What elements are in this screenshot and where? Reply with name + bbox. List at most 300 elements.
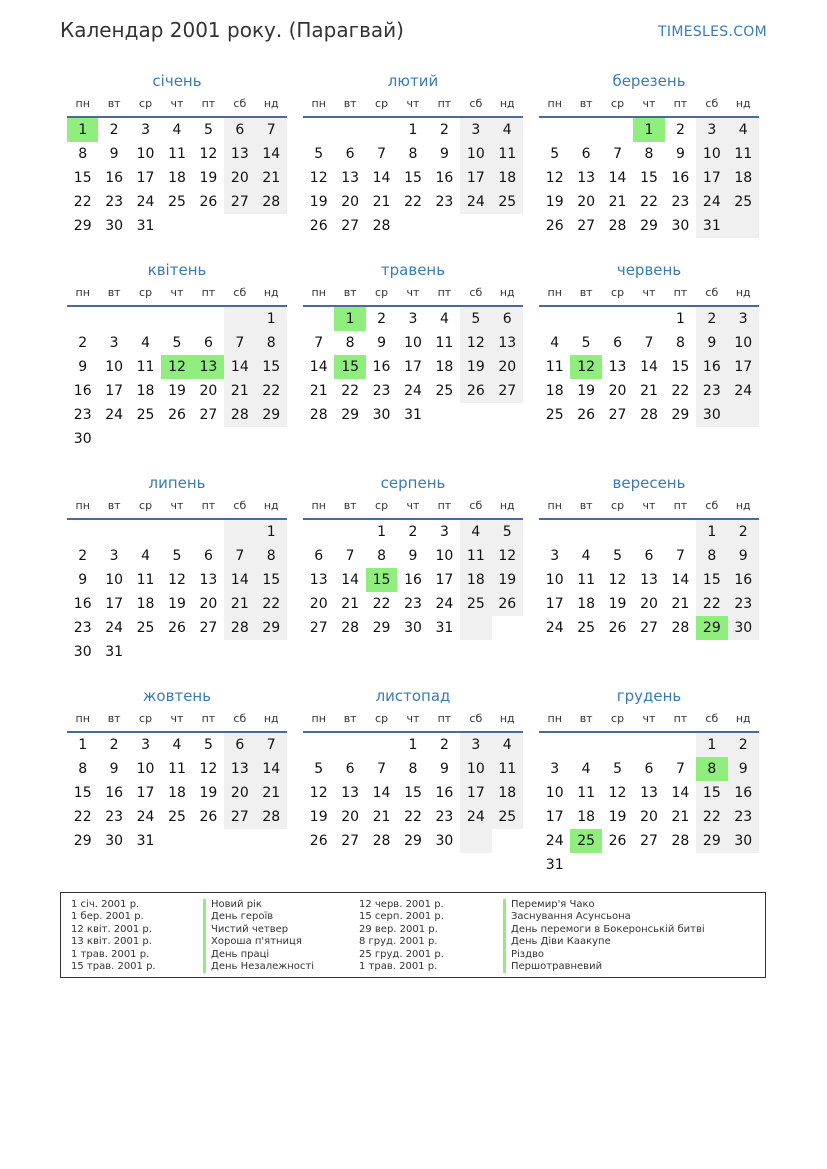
day-cell: 2	[696, 307, 727, 331]
day-cell: 30	[372, 407, 391, 423]
weekday-label: нд	[735, 97, 751, 110]
day-cell: 13	[199, 572, 218, 588]
empty-cell	[161, 640, 192, 664]
day-cell: 26	[492, 592, 523, 616]
legend-holiday-date: 15 серп. 2001 р.	[359, 911, 444, 923]
day-cell: 16	[435, 785, 454, 801]
day-cell: 12	[161, 355, 192, 379]
month-name: квітень	[147, 261, 207, 279]
weekday-label: нд	[499, 286, 515, 299]
day-cell: 10	[105, 572, 124, 588]
week-row	[67, 166, 287, 190]
weekday-label: вт	[343, 97, 357, 110]
week-row	[303, 592, 523, 616]
day-cell: 2	[78, 548, 88, 564]
week-row	[539, 403, 759, 427]
day-cell: 5	[314, 761, 324, 777]
day-cell: 2	[109, 737, 119, 753]
day-cell: 29	[404, 833, 422, 849]
empty-cell	[665, 733, 696, 757]
day-cell: 4	[141, 335, 151, 351]
empty-cell	[492, 403, 523, 427]
day-cell: 13	[309, 572, 328, 588]
weekday-label: сб	[705, 712, 719, 725]
empty-cell	[602, 733, 633, 757]
weekday-label: нд	[263, 712, 279, 725]
weekday-label: ср	[611, 499, 625, 512]
week-row	[539, 805, 759, 829]
day-cell: 16	[105, 785, 124, 801]
weekday-header	[303, 494, 523, 520]
day-cell: 2	[728, 520, 759, 544]
day-cell: 12	[199, 146, 218, 162]
week-row	[303, 331, 523, 355]
day-cell: 8	[408, 146, 418, 162]
week-row	[67, 757, 287, 781]
day-cell: 29	[256, 403, 287, 427]
week-row	[539, 118, 759, 142]
day-cell: 31	[696, 214, 727, 238]
day-cell: 12	[199, 761, 218, 777]
day-cell: 10	[136, 146, 155, 162]
day-cell: 9	[109, 761, 119, 777]
day-cell: 25	[492, 190, 523, 214]
weekday-header	[67, 281, 287, 307]
month-9	[539, 472, 759, 640]
day-cell: 5	[172, 548, 182, 564]
day-cell: 27	[341, 833, 360, 849]
legend-holiday-name: Заснування Асунсьона	[503, 911, 705, 923]
day-cell: 26	[608, 833, 627, 849]
day-cell: 25	[136, 407, 155, 423]
empty-cell	[224, 640, 255, 664]
weekday-label: пт	[673, 712, 688, 725]
day-cell: 9	[78, 359, 88, 375]
week-row	[67, 544, 287, 568]
day-cell: 30	[105, 218, 124, 234]
day-cell: 5	[492, 520, 523, 544]
day-cell: 10	[136, 761, 155, 777]
weekday-label: ср	[611, 286, 625, 299]
day-cell: 31	[435, 620, 454, 636]
day-cell: 22	[671, 383, 690, 399]
day-cell: 2	[439, 122, 449, 138]
day-cell: 25	[570, 829, 601, 853]
day-cell: 1	[408, 737, 418, 753]
day-cell: 17	[136, 170, 155, 186]
day-cell: 3	[728, 307, 759, 331]
day-cell: 14	[224, 568, 255, 592]
weekday-label: ср	[375, 97, 389, 110]
day-cell: 3	[109, 548, 119, 564]
weekday-label: пт	[437, 286, 452, 299]
day-cell: 19	[168, 596, 186, 612]
day-cell: 17	[728, 355, 759, 379]
day-cell: 28	[671, 620, 690, 636]
empty-cell	[130, 427, 161, 451]
empty-cell	[570, 307, 601, 331]
day-cell: 6	[224, 733, 255, 757]
weekday-label: нд	[263, 499, 279, 512]
weekday-label: чт	[170, 286, 184, 299]
day-cell: 6	[644, 761, 654, 777]
day-cell: 8	[675, 335, 685, 351]
week-row	[539, 829, 759, 853]
month-name: червень	[616, 261, 682, 279]
day-cell: 19	[309, 809, 328, 825]
month-12	[539, 685, 759, 877]
day-cell: 30	[728, 829, 759, 853]
empty-cell	[633, 307, 664, 331]
legend-holiday-date: 29 вер. 2001 р.	[359, 923, 438, 935]
day-cell: 30	[73, 431, 92, 447]
day-cell: 26	[608, 620, 627, 636]
weekday-label: пн	[311, 97, 326, 110]
day-cell: 15	[334, 355, 365, 379]
empty-cell	[256, 640, 287, 664]
empty-cell	[67, 307, 98, 331]
day-cell: 10	[545, 572, 564, 588]
day-cell: 24	[460, 805, 491, 829]
day-cell: 18	[728, 166, 759, 190]
week-row	[67, 190, 287, 214]
empty-cell	[193, 307, 224, 331]
day-cell: 26	[545, 218, 564, 234]
day-cell: 9	[377, 335, 387, 351]
day-cell: 24	[460, 190, 491, 214]
weekday-label: чт	[406, 499, 420, 512]
day-cell: 4	[172, 122, 182, 138]
weekday-label: пт	[673, 97, 688, 110]
month-name: лютий	[387, 72, 439, 90]
day-cell: 7	[613, 146, 623, 162]
weekday-label: пн	[547, 286, 562, 299]
empty-cell	[728, 214, 759, 238]
empty-cell	[303, 520, 334, 544]
day-cell: 27	[199, 407, 218, 423]
day-cell: 4	[492, 118, 523, 142]
day-cell: 22	[404, 809, 422, 825]
empty-cell	[602, 118, 633, 142]
legend-holiday-date: 1 бер. 2001 р.	[71, 911, 144, 923]
weekday-label: нд	[735, 286, 751, 299]
empty-cell	[303, 733, 334, 757]
weekday-header	[303, 707, 523, 733]
day-cell: 21	[256, 781, 287, 805]
day-cell: 3	[550, 761, 560, 777]
month-name: грудень	[616, 687, 682, 705]
day-cell: 23	[696, 379, 727, 403]
weekday-label: нд	[499, 97, 515, 110]
day-cell: 10	[105, 359, 124, 375]
empty-cell	[460, 214, 491, 238]
day-cell: 7	[256, 733, 287, 757]
legend-names-left	[203, 899, 314, 973]
empty-cell	[429, 403, 460, 427]
day-cell: 3	[109, 335, 119, 351]
week-row	[303, 829, 523, 853]
month-name: вересень	[612, 474, 686, 492]
week-row	[539, 520, 759, 544]
day-cell: 24	[728, 379, 759, 403]
day-cell: 30	[73, 644, 92, 660]
day-cell: 4	[172, 737, 182, 753]
weekday-header	[67, 707, 287, 733]
day-cell: 9	[109, 146, 119, 162]
day-cell: 14	[640, 359, 658, 375]
day-cell: 14	[256, 142, 287, 166]
day-cell: 1	[256, 307, 287, 331]
day-cell: 8	[644, 146, 654, 162]
day-cell: 23	[73, 620, 92, 636]
day-cell: 11	[545, 359, 564, 375]
week-row	[539, 568, 759, 592]
day-cell: 17	[404, 359, 422, 375]
week-row	[303, 166, 523, 190]
weekday-label: пн	[75, 286, 90, 299]
day-cell: 17	[105, 383, 124, 399]
empty-cell	[602, 307, 633, 331]
day-cell: 27	[577, 218, 596, 234]
day-cell: 26	[168, 620, 186, 636]
empty-cell	[728, 853, 759, 877]
day-cell: 12	[570, 355, 601, 379]
week-row	[303, 403, 523, 427]
weekday-label: чт	[406, 286, 420, 299]
day-cell: 16	[372, 359, 391, 375]
weekday-label: сб	[469, 286, 483, 299]
day-cell: 9	[78, 572, 88, 588]
month-5	[303, 259, 523, 427]
week-row	[539, 616, 759, 640]
day-cell: 1	[633, 118, 664, 142]
day-cell: 10	[696, 142, 727, 166]
empty-cell	[366, 733, 397, 757]
week-row	[539, 781, 759, 805]
day-cell: 20	[341, 194, 360, 210]
day-cell: 20	[640, 596, 658, 612]
legend-holiday-date: 1 січ. 2001 р.	[71, 899, 140, 910]
day-cell: 12	[309, 170, 328, 186]
month-1	[67, 70, 287, 238]
day-cell: 11	[136, 572, 155, 588]
day-cell: 30	[404, 620, 422, 636]
empty-cell	[570, 853, 601, 877]
empty-cell	[665, 520, 696, 544]
weekday-label: вт	[343, 712, 357, 725]
day-cell: 6	[644, 548, 654, 564]
day-cell: 22	[372, 596, 391, 612]
day-cell: 26	[199, 194, 218, 210]
week-row	[303, 520, 523, 544]
day-cell: 8	[377, 548, 387, 564]
day-cell: 31	[136, 218, 155, 234]
weekday-label: чт	[170, 97, 184, 110]
week-row	[539, 592, 759, 616]
week-row	[67, 142, 287, 166]
week-row	[303, 214, 523, 238]
week-row	[303, 733, 523, 757]
week-row	[67, 829, 287, 853]
month-name: березень	[612, 72, 686, 90]
day-cell: 19	[608, 596, 627, 612]
day-cell: 5	[613, 548, 623, 564]
day-cell: 18	[136, 596, 155, 612]
weekday-label: сб	[705, 97, 719, 110]
weekday-label: ср	[375, 286, 389, 299]
weekday-label: вт	[343, 499, 357, 512]
day-cell: 19	[492, 568, 523, 592]
day-cell: 25	[577, 620, 596, 636]
week-row	[303, 307, 523, 331]
day-cell: 31	[105, 644, 124, 660]
legend-dates-left	[71, 899, 156, 973]
day-cell: 21	[671, 596, 690, 612]
empty-cell	[460, 616, 491, 640]
week-row	[67, 592, 287, 616]
day-cell: 24	[105, 620, 124, 636]
empty-cell	[98, 427, 129, 451]
empty-cell	[492, 214, 523, 238]
day-cell: 16	[105, 170, 124, 186]
month-8	[303, 472, 523, 640]
day-cell: 25	[168, 809, 186, 825]
weekday-label: пн	[311, 286, 326, 299]
day-cell: 28	[640, 407, 658, 423]
day-cell: 1	[696, 520, 727, 544]
weekday-label: пн	[311, 712, 326, 725]
day-cell: 1	[408, 122, 418, 138]
day-cell: 15	[404, 785, 422, 801]
day-cell: 9	[728, 757, 759, 781]
empty-cell	[161, 307, 192, 331]
weekday-label: пт	[673, 499, 688, 512]
day-cell: 25	[728, 190, 759, 214]
empty-cell	[539, 733, 570, 757]
week-row	[539, 853, 759, 877]
week-row	[539, 544, 759, 568]
day-cell: 5	[203, 737, 213, 753]
day-cell: 21	[224, 592, 255, 616]
day-cell: 2	[408, 524, 418, 540]
day-cell: 26	[309, 218, 328, 234]
legend-holiday-name: День праці	[203, 949, 314, 961]
week-row	[67, 403, 287, 427]
month-name: серпень	[380, 474, 446, 492]
day-cell: 27	[608, 407, 627, 423]
day-cell: 10	[460, 142, 491, 166]
weekday-label: сб	[233, 499, 247, 512]
day-cell: 20	[199, 383, 218, 399]
day-cell: 22	[404, 194, 422, 210]
week-row	[303, 616, 523, 640]
weekday-label: вт	[579, 712, 593, 725]
empty-cell	[224, 214, 255, 238]
weekday-label: чт	[642, 712, 656, 725]
day-cell: 16	[671, 170, 690, 186]
legend-holiday-date: 13 квіт. 2001 р.	[71, 936, 152, 948]
day-cell: 7	[675, 761, 685, 777]
day-cell: 27	[224, 805, 255, 829]
weekday-label: сб	[233, 97, 247, 110]
day-cell: 20	[224, 781, 255, 805]
day-cell: 18	[435, 359, 454, 375]
day-cell: 18	[168, 785, 186, 801]
month-name: травень	[380, 261, 446, 279]
week-row	[539, 355, 759, 379]
day-cell: 8	[408, 761, 418, 777]
empty-cell	[492, 829, 523, 853]
day-cell: 10	[728, 331, 759, 355]
day-cell: 3	[460, 118, 491, 142]
day-cell: 2	[675, 122, 685, 138]
site-link[interactable]: TIMESLES.COM	[658, 24, 767, 40]
day-cell: 28	[341, 620, 360, 636]
day-cell: 23	[73, 407, 92, 423]
day-cell: 21	[640, 383, 658, 399]
week-row	[539, 733, 759, 757]
day-cell: 21	[608, 194, 627, 210]
day-cell: 11	[577, 785, 596, 801]
day-cell: 5	[172, 335, 182, 351]
weekday-label: ср	[139, 286, 153, 299]
weekday-label: пн	[547, 97, 562, 110]
day-cell: 11	[460, 544, 491, 568]
day-cell: 11	[168, 146, 186, 162]
empty-cell	[665, 853, 696, 877]
day-cell: 20	[309, 596, 328, 612]
empty-cell	[193, 829, 224, 853]
day-cell: 10	[435, 548, 454, 564]
day-cell: 8	[78, 146, 88, 162]
day-cell: 28	[256, 805, 287, 829]
month-10	[67, 685, 287, 853]
day-cell: 1	[377, 524, 387, 540]
day-cell: 21	[256, 166, 287, 190]
day-cell: 6	[203, 335, 213, 351]
day-cell: 3	[408, 311, 418, 327]
day-cell: 27	[309, 620, 328, 636]
day-cell: 21	[224, 379, 255, 403]
day-cell: 4	[550, 335, 560, 351]
month-7	[67, 472, 287, 664]
day-cell: 25	[136, 620, 155, 636]
empty-cell	[98, 520, 129, 544]
day-cell: 13	[608, 359, 627, 375]
day-cell: 11	[435, 335, 454, 351]
day-cell: 5	[203, 122, 213, 138]
day-cell: 17	[435, 572, 454, 588]
weekday-label: сб	[233, 712, 247, 725]
day-cell: 19	[309, 194, 328, 210]
weekday-label: вт	[107, 712, 121, 725]
weekday-label: вт	[343, 286, 357, 299]
week-row	[303, 757, 523, 781]
day-cell: 27	[224, 190, 255, 214]
day-cell: 15	[671, 359, 690, 375]
empty-cell	[460, 829, 491, 853]
weekday-label: пн	[311, 499, 326, 512]
empty-cell	[224, 829, 255, 853]
week-row	[67, 781, 287, 805]
day-cell: 9	[696, 331, 727, 355]
weekday-label: ср	[139, 712, 153, 725]
day-cell: 22	[256, 379, 287, 403]
weekday-label: пт	[201, 286, 216, 299]
day-cell: 7	[224, 331, 255, 355]
week-row	[539, 331, 759, 355]
day-cell: 23	[728, 805, 759, 829]
